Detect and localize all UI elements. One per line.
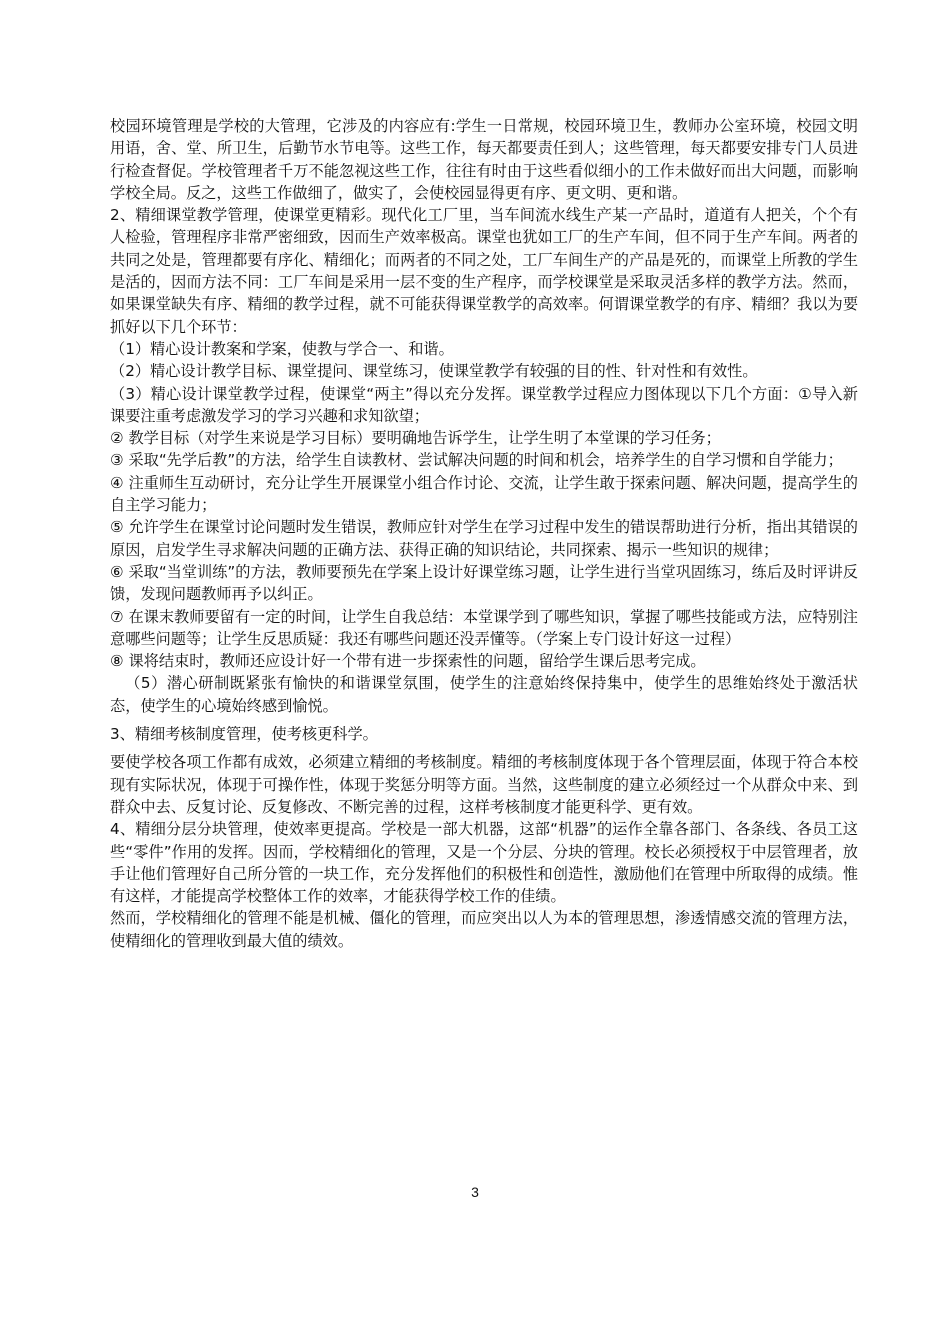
paragraph-conclusion: 然而，学校精细化的管理不能是机械、僵化的管理，而应突出以人为本的管理思想，渗透情感交流的管理方法，使精细化的管理收到最大值的绩效。 <box>110 909 858 950</box>
list-item-5: （5）潜心研制既紧张有愉快的和谐课堂氛围，使学生的注意始终保持集中，使学生的思维始终处于激活状态，使学生的心境始终感到愉悦。 <box>110 674 858 715</box>
document-body <box>110 115 858 952</box>
sub-item-3: ③ 采取“先学后教”的方法，给学生自读教材、尝试解决问题的时间和机会，培养学生的自学习惯和自学能力； <box>110 451 843 470</box>
page-number: 3 <box>471 1184 479 1200</box>
sub-item-8: ⑧ 课将结束时，教师还应设计好一个带有进一步探索性的问题，留给学生课后思考完成。 <box>110 652 706 671</box>
list-item-3: （3）精心设计课堂教学过程，使课堂“两主”得以充分发挥。课堂教学过程应力图体现以下几个方面：①导入新课要注重考虑激发学习的学习兴趣和求知欲望； <box>110 384 858 425</box>
paragraph-campus-environment: 校园环境管理是学校的大管理，它涉及的内容应有:学生一日常规，校园环境卫生，教师办公室环境，校园文明用语，舍、堂、所卫生，后勤节水节电等。这些工作，每天都要责任到人；这些管理，每天都要安排专门人员进行检查督促。学校管理者千万不能忽视这些工作，往往有时由于这些看似细小的工作未做好而出大问题，而影响学校全局。反之，这些工作做细了，做实了，会使校园显得更有序、更文明、更和谐。 <box>110 117 858 202</box>
section-heading-assessment: 3、精细考核制度管理，使考核更科学。 <box>110 725 378 744</box>
list-item-2: （2）精心设计教学目标、课堂提问、课堂练习，使课堂教学有较强的目的性、针对性和有效性。 <box>110 362 758 381</box>
sub-item-4: ④ 注重师生互动研讨，充分让学生开展课堂小组合作讨论、交流，让学生敢于探索问题、解决问题，提高学生的自主学习能力； <box>110 473 858 515</box>
list-item-1: （1）精心设计教案和学案，使教与学合一、和谐。 <box>110 339 454 358</box>
sub-item-2: ② 教学目标（对学生来说是学习目标）要明确地告诉学生，让学生明了本堂课的学习任务； <box>110 429 721 448</box>
paragraph-layered-management: 4、精细分层分块管理，使效率更提高。学校是一部大机器，这部“机器”的运作全靠各部门、各条线、各员工这些“零件”作用的发挥。因而，学校精细化的管理，又是一个分层、分块的管理。校长必须授权于中层管理者，放手让他们管理好自己所分管的一块工作，充分发挥他们的积极性和创造性，激励他们在管理中所取得的成绩。惟有这样，才能提高学校整体工作的效率，才能获得学校工作的佳绩。 <box>110 820 858 906</box>
paragraph-classroom-management: 2、精细课堂教学管理，使课堂更精彩。现代化工厂里，当车间流水线生产某一产品时，道道有人把关，个个有人检验，管理程序非常严密细致，因而生产效率极高。课堂也犹如工厂的生产车间，但不同于生产车间。两者的共同之处是，管理都要有序化、精细化；而两者的不同之处，工厂车间生产的产品是死的，而课堂上所教的学生是活的，因而方法不同：工厂车间是采用一层不变的生产程序，而学校课堂是采取灵活多样的教学方法。然而，如果课堂缺失有序、精细的教学过程，就不可能获得课堂教学的高效率。何谓课堂教学的有序、精细？我以为要抓好以下几个环节： <box>110 206 858 336</box>
sub-item-7: ⑦ 在课末教师要留有一定的时间，让学生自我总结：本堂课学到了哪些知识，掌握了哪些技能或方法，应特别注意哪些问题等；让学生反思质疑：我还有哪些问题还没弄懂等。（学案上专门设计好这一过程） <box>110 607 858 648</box>
sub-item-5: ⑤ 允许学生在课堂讨论问题时发生错误，教师应针对学生在学习过程中发生的错误帮助进行分析，指出其错误的原因，启发学生寻求解决问题的正确方法、获得正确的知识结论，共同探索、揭示一些知识的规律； <box>110 518 858 559</box>
paragraph-assessment-system: 要使学校各项工作都有成效，必须建立精细的考核制度。精细的考核制度体现于各个管理层面，体现于符合本校现有实际状况，体现于可操作性，体现于奖惩分明等方面。当然，这些制度的建立必须经过一个从群众中来、到群众中去、反复讨论、反复修改、不断完善的过程，这样考核制度才能更科学、更有效。 <box>110 753 858 816</box>
sub-item-6: ⑥ 采取“当堂训练”的方法，教师要预先在学案上设计好课堂练习题，让学生进行当堂巩固练习，练后及时评讲反馈，发现问题教师再予以纠正。 <box>110 562 858 604</box>
